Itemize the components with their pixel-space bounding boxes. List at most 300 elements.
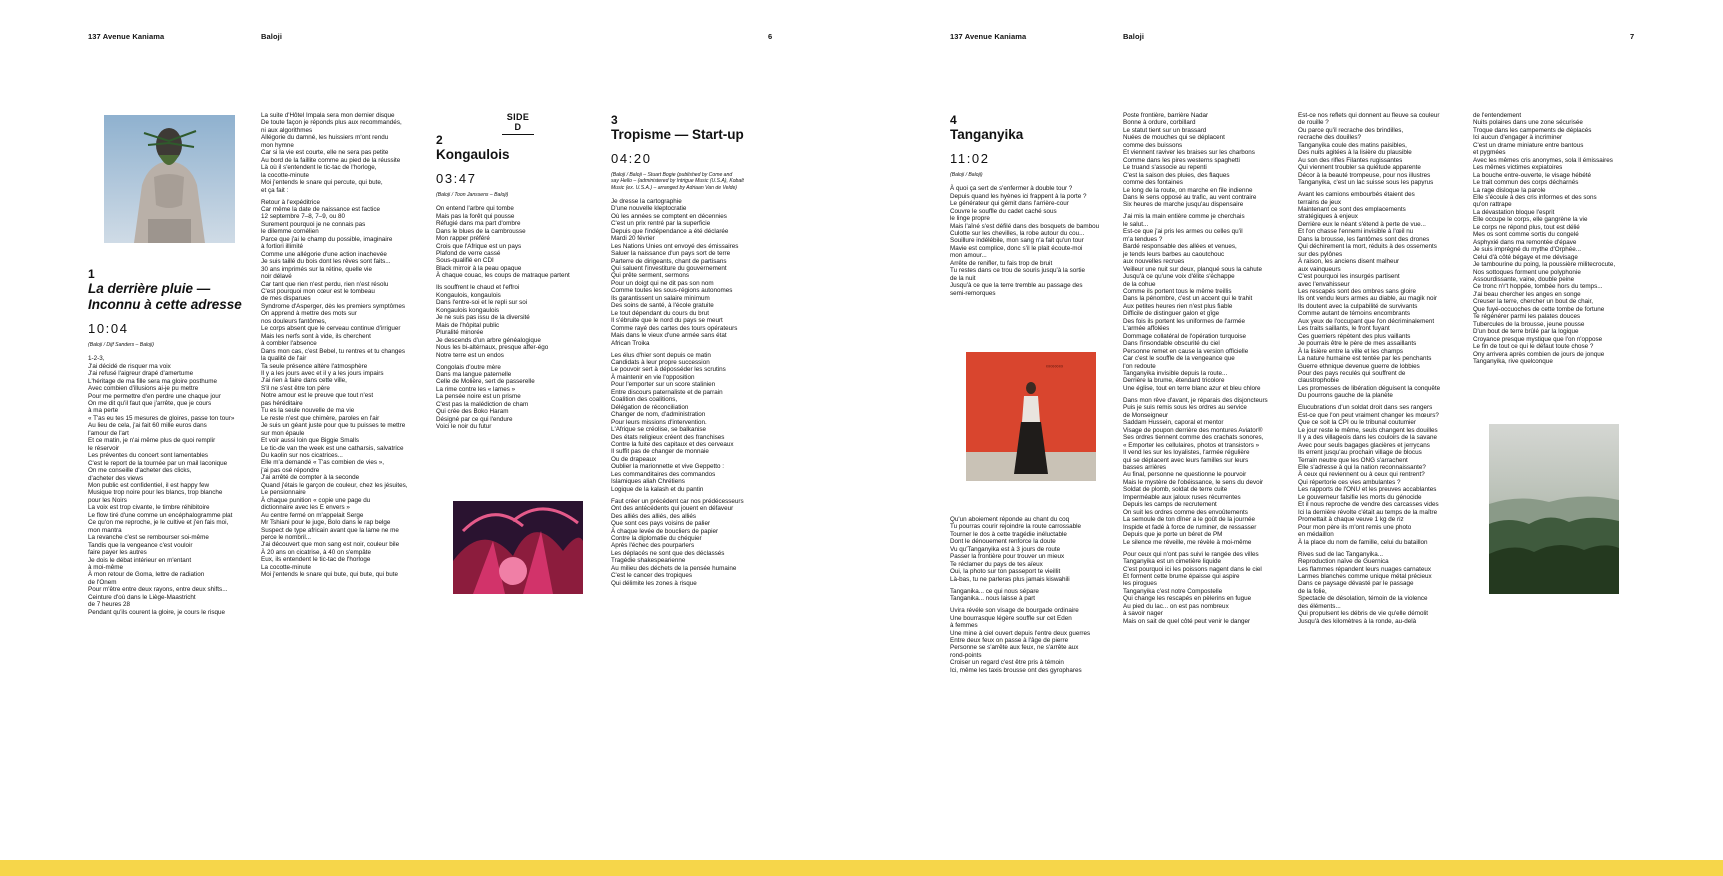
lyric-line: African Troika (611, 339, 650, 347)
lyric-line: Depuis que l'indépendance a été déclarée (611, 227, 729, 235)
lyric-line: Je dresse la cartographie (611, 197, 682, 205)
lyric-line: Poste frontière, barrière Nadar (1123, 112, 1209, 119)
lyric-line: Coalition des coalitions, (611, 396, 678, 404)
lyric-line: Je descends d'un arbre généalogique (436, 336, 541, 344)
lyric-line: Personne se s'arrête aux feux, ne s'arrête aux (950, 644, 1079, 652)
lyric-line: Puis je suis remis sous les ordres au service (1123, 404, 1247, 412)
lyric-line: Ici aucun d'engager à incriminer (1473, 134, 1563, 142)
lyric-line: La semoule de ton dîner a le goût de la journée (1123, 516, 1255, 524)
lyric-line: à femmes (950, 622, 978, 630)
track-number: 4 (950, 113, 957, 127)
lyric-line: pas héréditaire (261, 399, 303, 407)
lyric-line: Troque dans les campements de déplacés (1473, 126, 1592, 134)
lyric-line: J'ai arrêté de compter à la seconde (261, 474, 360, 482)
lyric-line: Pour des pays reculés qui souffrent de (1298, 370, 1406, 377)
lyric-line: Personne remet en cause la version officielle (1123, 347, 1249, 355)
lyric-line: Mon public est confidentiel, il est happy few (88, 482, 210, 489)
lyric-line: Et forment cette brume épaisse qui aspire (1123, 572, 1240, 580)
lyric-line: Ici, même les taxis brousse ont des gyrophares (950, 666, 1082, 674)
lyric-line: Tanganyika c'est notre Compostelle (1123, 587, 1223, 595)
lyric-line: Elle s'adresse à qui la nation reconnaissante? (1298, 464, 1426, 472)
track-4-block (950, 114, 1115, 297)
lyric-line: Nous les bi-altérnaux, presque affer-égo (436, 344, 549, 352)
lyric-line: Dans la pénombre, c'est un accent qui le trahit (1123, 295, 1253, 303)
lyric-line: Pour me permettre d'en perdre une chaque jour (88, 392, 221, 400)
lyric-line: mon hymne (261, 141, 294, 149)
lyric-line: D'une nouvelle kleptocratie (611, 205, 687, 213)
lyric-line: Plafond de verre cassé (436, 250, 501, 258)
lyric-line: Mais le mystère de l'obéissance, le sens du devoir (1123, 478, 1264, 486)
lyric-line: Qui prête serment, sermons (611, 272, 690, 280)
lyric-line: La cocotte-minute (261, 563, 312, 571)
lyric-line: ni aux algorithmes (261, 126, 313, 134)
running-head-center: Baloji (261, 32, 283, 41)
lyric-line: La bouche entre-ouverte, le visage hébété (1473, 171, 1591, 179)
lyric-line: Six heures de marche jusqu'au dispensaire (1123, 201, 1244, 209)
lyric-line: avec l'envahisseur (1298, 280, 1350, 288)
lyric-line: Les élus d'hier sont depuis ce matin (611, 351, 711, 359)
track-number: 1 (88, 267, 95, 281)
lyric-line: À ceux qui reviennent ou à ceux qui rentrent? (1298, 471, 1425, 479)
lyric-line: On suit les ordres comme des envoûtements (1123, 508, 1248, 516)
lyric-line: Dans le blues de la cambrousse (436, 227, 526, 235)
lyric-line: Avec pour seuls bagages glacières et jerrycans (1298, 441, 1430, 449)
lyric-line: Ta seule présence altère l'atmosphère (261, 362, 368, 370)
lyric-line: faire payer les autres (88, 549, 147, 557)
lyric-line: Et l'on chasse l'ennemi invisible à l'œil nu (1298, 228, 1414, 236)
lyric-line: Je suis taillé du bois dont les rêves sont faits... (261, 258, 391, 266)
lyric-line: L'héritage de ma fille sera ma gloire posthume (88, 377, 217, 385)
lyric-line: Nuées de mouches qui se déplacent (1123, 134, 1225, 142)
lyric-line: Mais les nerfs sont à vide, ils cherchent (261, 332, 371, 340)
lyric-line: Je suis imprégné du mythe d'Orphée... (1473, 246, 1581, 254)
lyric-line: Ils garantissent un salaire minimum (611, 294, 710, 302)
lyric-line: de 7 heures 28 (88, 601, 131, 609)
right-page (862, 0, 1723, 860)
lyric-line: Il y a des villageois dans les couloirs de la savane (1298, 434, 1437, 442)
lyric-line: Délégation de réconciliation (611, 403, 689, 411)
lyric-line: Parterre de dirigeants, chant de partisans (611, 257, 727, 265)
lyric-line: Mr Tshiani pour le juge, Bolo dans le rap belge (261, 519, 391, 527)
lyric-line: Imperméable aux jaloux ruses récurrentes (1123, 493, 1241, 501)
lyric-line: « T'as eu tes 15 mesures de gloires, passe ton tour» (88, 414, 235, 422)
lyric-line: Changer de nom, d'administration (611, 411, 706, 419)
lyric-line: C'est un drame miniature entre bantous (1473, 141, 1584, 149)
lyric-line: D'un bout de terre brûlé par la logique (1473, 328, 1579, 336)
lyric-line: Oublier la marionnette et vive Geppetto : (611, 463, 725, 471)
lyric-line: Musique trop noire pour les blancs, trop blanche (88, 489, 223, 497)
lyric-line: Saddam Hussein, caporal et mentor (1123, 419, 1224, 427)
lyric-line: L'Afrique se créolise, se balkanise (611, 426, 707, 434)
lyric-line: Au bord de la faillite comme au pied de la réussite (261, 156, 401, 164)
lyric-line: Spectacle de désolation, témoin de la violence (1298, 595, 1428, 603)
lyric-line: Comme toutes les sous-régions autonomes (611, 287, 733, 295)
lyric-line: Qui saluent l'investiture du gouvernement (611, 264, 727, 272)
lyric-line: Décor à la beauté trompeuse, pour nos illustres (1298, 171, 1431, 179)
lyric-line: S'il ne s'est être ton père (261, 384, 330, 392)
lyric-line: d'acheter des views (88, 474, 144, 482)
lyric-line: La nature humaine est tentée par les penchants (1298, 355, 1432, 363)
lyric-line: Depuis les camps de recrutement (1123, 501, 1217, 509)
lyric-line: La rime contre les « lames » (436, 385, 516, 393)
lyric-line: Tanganika... nous laisse à part (950, 595, 1036, 603)
page-number: 6 (768, 32, 773, 41)
lyric-line: Pluralité minorée (436, 329, 484, 337)
lyric-line: Pour m'être entre deux rayons, entre deux shifts... (88, 586, 228, 594)
lyric-line: C'est le cancer des tropiques (611, 572, 693, 580)
lyric-line: Contre la fuite des capitaux et des cerveaux (611, 440, 734, 448)
lyric-line: Mes os sont comme sortis du congelé (1473, 231, 1579, 239)
lyric-line: Les mêmes victimes expiatoires (1473, 164, 1563, 172)
lyric-line: 30 ans imprimés sur la rétine, quelle vie (261, 265, 372, 273)
lyric-line: Dans la brousse, les fantômes sont des drones (1298, 235, 1430, 243)
lyric-line: Mardi 20 février (611, 235, 655, 243)
lyric-line: Du pourrons gauche de la planète (1298, 392, 1393, 400)
lyric-line: Qui déchirement la mort, réduits à des ossements (1298, 243, 1437, 251)
lyric-line: Entre discours paternaliste et de parrain (611, 388, 723, 396)
lyric-line: m'a tendues ? (1123, 235, 1163, 243)
lyric-line: Est-ce que j'ai pris les armes ou celles qu'il (1123, 228, 1243, 236)
photo-wall-figure (966, 352, 1096, 481)
track-number: 2 (436, 133, 443, 147)
lyric-line: Les promesses de libération déguisent la conquête (1298, 384, 1441, 392)
lyric-line: Dont le dénouement renforce la doute (950, 538, 1056, 546)
lyric-line: qui se déplacent avec leurs familles sur leurs (1123, 456, 1249, 464)
lyric-line: Maintenant ce sont des emplacements (1298, 206, 1406, 214)
lyric-line: Tanganyika invisible depuis la route... (1123, 370, 1228, 377)
lyric-line: Crois que l'Afrique est un pays (436, 242, 522, 250)
lyric-line: la qualité de l'air (261, 355, 307, 363)
lyric-line: Le tout dépendant du cours du brut (611, 309, 710, 317)
lyric-line: Pour mon père ils m'ont remis une photo (1298, 523, 1412, 531)
lyric-line: Au pied du lac... on est pas nombreux (1123, 602, 1229, 610)
lyric-line: Vu qu'Tanganyika est à 3 jours de route (950, 545, 1061, 553)
lyric-line: de l'entendement (1473, 112, 1522, 119)
lyric-line: je tends leurs barbes au caoutchouc (1123, 250, 1225, 258)
lyric-line: Pour leurs missions d'intervention. (611, 418, 707, 426)
lyric-line: J'ai mis la main entière comme je cherchais (1123, 213, 1245, 221)
lyric-line: Il y a les jours avec et il y a les jours impairs (261, 370, 384, 377)
track-3-block (611, 114, 811, 587)
lyrics-column (950, 185, 1115, 297)
lyric-line: stratégiques à enjeux (1298, 213, 1358, 221)
lyric-line: La revanche c'est se rembourser soi-même (88, 534, 209, 542)
lyric-line: Car c'est le souffle de la vengeance que (1123, 355, 1235, 363)
lyric-line: Une mine à ciel ouvert depuis l'entre deux guerres (950, 629, 1091, 637)
running-head-left: 137 Avenue Kaniama (950, 32, 1027, 41)
lyrics-column (261, 112, 426, 579)
lyric-line: Je pourrais être le père de mes assaillants (1298, 340, 1417, 348)
lyric-line: Ou de drapeaux (611, 455, 657, 463)
lyric-line: Notre terre est un endos (436, 351, 504, 359)
lyric-line: Elle m'a demandé « T'as combien de vies », (261, 459, 385, 467)
track-1-block (88, 268, 248, 616)
lyric-line: Du kaolin sur nos cicatrices... (261, 451, 343, 459)
lyric-line: nos douleurs fantômes, (261, 317, 327, 325)
track-title: Kongaulois (436, 147, 510, 162)
lyric-line: J'ai découvert que mon sang est noir, couleur bile (261, 541, 400, 549)
lyric-line: Ceinture d'où dans le Liège-Maastricht (88, 593, 196, 601)
lyric-line: Derrière la brume, étendard tricolore (1123, 377, 1225, 385)
lyric-line: Veilleur une nuit sur deux, planqué sous la cahute (1123, 265, 1262, 273)
lyric-line: Mais de l'hôpital public (436, 321, 500, 329)
lyric-line: Bonne à ordure, corbillard (1123, 119, 1196, 127)
lyric-line: Ses ordres tiennent comme des crachats sonores, (1123, 434, 1264, 442)
lyric-line: Tanganyika coule des matins paisibles, (1298, 141, 1407, 149)
lyric-line: Contre la diplomatie du chéquier (611, 535, 702, 543)
lyric-line: Mais pas la forêt qui pousse (436, 212, 515, 220)
lyric-line: Le gouverneur falsifie les morts du génocide (1298, 493, 1422, 501)
lyric-line: comme des buissons (1123, 141, 1183, 149)
left-page (0, 0, 861, 860)
lyric-line: noir délavé (261, 273, 292, 281)
lyric-line: mon amour... (950, 252, 987, 260)
lyric-line: Après l'échec des pourparlers (611, 542, 695, 550)
lyric-line: La dévastation bloque l'esprit (1473, 208, 1555, 216)
lyric-line: 1-2-3, (88, 355, 105, 363)
lyric-line: Ils doutent avec la culpabilité de survivants (1298, 302, 1418, 310)
lyric-line: Croiser un regard c'est être pris à témoin (950, 659, 1064, 667)
wall-pattern: ∞∞∞∞ (1046, 364, 1064, 370)
lyric-line: Ici la dernière révolte c'était au temps de la maître (1298, 508, 1438, 516)
lyric-line: C'est le report de la tournée par un mail laconique (88, 459, 228, 467)
lyric-line: Dans mon rêve d'avant, je réparais des disjoncteurs (1123, 396, 1268, 404)
lyric-line: Larmes blanches comme unique métal précieux (1298, 572, 1432, 580)
lyric-line: Pour l'emporter sur un score stalinien (611, 381, 716, 389)
lyric-line: Comme autant de témoins encombrants (1298, 310, 1411, 318)
lyric-line: le linge propre (950, 215, 990, 223)
masked-figure-image (104, 115, 235, 243)
lyric-line: À raison, les anciens disent malheur (1298, 258, 1400, 266)
lyric-line: Que ce soit la CPI ou le tribunal coutumier (1298, 419, 1416, 427)
lyric-line: « Emporter les cellulaires, photos et transistors » (1123, 441, 1260, 449)
lyric-line: Congolais d'outre mère (436, 363, 501, 371)
lyric-line: l'amour de l'art (88, 429, 129, 437)
lyric-line: On entend l'arbre qui tombe (436, 205, 514, 213)
lyric-line: Le générateur qui gémit dans l'arrière-cour (950, 200, 1069, 208)
lyric-line: Car tant que rien n'est perdu, rien n'est résolu (261, 280, 389, 288)
lyric-line: le réservoir (88, 444, 120, 452)
lyric-line: Assourdissante, vaine, double peine (1473, 275, 1575, 283)
lyric-line: Inspide et fadé à force de ruminer, de ressasser (1123, 523, 1257, 531)
track-duration: 04:20 (611, 151, 652, 166)
lyric-line: Le flow tiré d'une comme un encéphalogramme plat (88, 511, 233, 519)
lyric-line: Voici le noir du futur (436, 423, 492, 431)
credit-line: say Hello – (administered by Intrigue Music (U.S.A), Kobalt (611, 178, 744, 185)
lyric-line: Nos sottoques forment une polyphonie (1473, 268, 1581, 276)
lyric-line: de la folie, (1298, 587, 1327, 595)
track-title-line1: La derrière pluie — (88, 281, 211, 296)
lyric-line: La suite d'Hôtel Impala sera mon dernier disque (261, 112, 395, 119)
credit-line: (Baloji / Baloji – Stuart Bogie (published by Come and (611, 172, 733, 178)
lyric-line: à savoir nager (1123, 610, 1163, 618)
track-duration: 10:04 (88, 321, 129, 336)
lyric-line: Notre amour est le preuve que tout n'est (261, 392, 374, 400)
lyric-line: Comme ils portent tous le même treillis (1123, 288, 1232, 296)
lyric-line: Reproduction naïve de Guernica (1298, 558, 1389, 566)
page-number: 7 (1630, 32, 1635, 41)
lyric-line: Guerre ethnique devenue guerre de lobbies (1298, 362, 1420, 370)
lyric-line: Je tambourine du poing, la poussière militecrocute, (1473, 261, 1616, 269)
lyric-line: sur des pylônes (1298, 250, 1343, 258)
lyric-line: J'ai refusé l'aigreur drapé d'amertume (88, 370, 194, 378)
lyric-line: J'ai rien à faire dans cette ville, (261, 377, 347, 385)
lyric-line: Mais on sait de quel côté peut venir le danger (1123, 617, 1251, 625)
lyric-line: C'est pourquoi les insurgés partisent (1298, 273, 1400, 281)
lyric-line: Les rapports de l'ONU et les preuves accablantes (1298, 486, 1437, 494)
lyric-line: Tu pourras courir rejoindre la route carrossable (950, 523, 1082, 531)
lyrics-column (950, 516, 1115, 674)
lyric-line: Faut créer un précédent car nos prédécesseurs (611, 497, 744, 505)
lyric-line: Le silence me réveille, me révèle à moi-même (1123, 538, 1252, 546)
lyric-line: À la place du nom de famille, celui du bataillon (1298, 538, 1428, 546)
lyric-line: Il s'ébruite que le nord du pays se meurt (611, 317, 723, 325)
lyric-line: Est-ce nos reflets qui donnent au fleuve sa couleur (1298, 112, 1440, 119)
lyric-line: Oui, la photo sur ton passeport te vieillit (950, 568, 1061, 576)
lyric-line: Une bourrasque légère souffle sur cet Eden (950, 614, 1072, 622)
track-number: 3 (611, 113, 618, 127)
lyric-line: l'on redoute (1123, 362, 1156, 370)
lyric-line: Et il nous reproche de vendre des carcasses vides (1298, 501, 1439, 509)
lyric-line: Une église, tout en terre blanc azur et bleu chlore (1123, 384, 1261, 392)
lyric-line: Qui crée des Boko Haram (436, 408, 509, 416)
lyric-line: Le pensionnaire (261, 489, 306, 497)
lyric-line: À quoi ça sert de s'enfermer à double tour ? (950, 185, 1073, 193)
lyric-line: C'est un prix rentré par la superficie (611, 220, 711, 228)
lyric-line: À maintenir en vie l'opposition (611, 373, 695, 381)
lyric-line: Tanganyika, c'est un lac suisse sous les papyrus (1298, 179, 1434, 187)
lyric-line: Comme une allégorie d'une action inachevée (261, 250, 387, 258)
lyric-line: Tourner le dos à cette tragédie inéluctable (950, 530, 1067, 538)
photo-plants (453, 501, 583, 594)
lyric-line: Culotte sur les chevilles, la robe autour du cou... (950, 230, 1085, 238)
lyric-line: de Monseigneur (1123, 411, 1169, 419)
lyric-line: Des alliés des alliés, des alliés (611, 512, 697, 520)
lyric-line: la cocotte-minute (261, 171, 309, 179)
lyric-line: Jusqu'à ce qu'une voix d'élite s'échappe (1123, 273, 1235, 281)
lyric-line: Pour ceux qui n'ont pas suivi le rangée des villes (1123, 550, 1259, 558)
lyric-line: C'est pas la malédiction de cham (436, 400, 529, 408)
lyric-line: Difficile de distinguer galon et gîge (1123, 310, 1220, 318)
lyric-line: Des soins de santé, à l'école gratuite (611, 302, 714, 310)
lyric-line: Mavie est complice, donc s'il le plait écoute-moi (950, 244, 1083, 252)
lyric-line: Souillure indélébile, mon sang n'a fait qu'un tour (950, 237, 1084, 245)
lyric-line: à ma perte (88, 407, 119, 415)
lyric-line: Aux petites heures rien n'est plus fiable (1123, 302, 1233, 310)
lyric-line: aux vainqueurs (1298, 265, 1341, 273)
photo-masked-figure (104, 115, 235, 243)
lyric-line: Ont des antécédents qui jouent en défaveur (611, 505, 734, 513)
lyric-line: Allégorie du damné, les huissiers m'ont rendu (261, 134, 389, 142)
track-credit: (Baloji / Dijf Sanders – Baloji) (88, 342, 154, 348)
lyric-line: Comme dans les pires westerns spaghetti (1123, 156, 1240, 164)
lyric-line: Avec combien d'illusions ai-je pu mettre (88, 385, 199, 393)
lyric-line: mon mantra (88, 526, 122, 534)
lyric-line: Uvira révéle son visage de bourgade ordinaire (950, 607, 1079, 615)
lyric-line: Je suis un géant juste pour que tu puisses te mettre (261, 422, 406, 430)
lyric-line: Réfugié dans ma part d'ombre (436, 220, 521, 228)
lyric-line: Parce que j'ai le champ du possible, imaginaire (261, 235, 393, 243)
lyric-line: le dilemme cornélien (261, 228, 319, 236)
lyric-line: à combler l'absence (261, 340, 317, 348)
lyric-line: Car même la date de naissance est factice (261, 206, 381, 214)
lyric-line: Il vend les sur les loyalistes, l'armée régulière (1123, 449, 1250, 457)
lyric-line: Le truand s'associe au repenti (1123, 164, 1207, 172)
lyric-line: On me dit qu'il faut que j'arrête, que je cours (88, 400, 212, 408)
lyric-line: Est-ce que l'on peut vraiment changer les mœurs? (1298, 411, 1439, 419)
lyric-line: Des fois ils portent les uniformes de l'armée (1123, 317, 1245, 325)
lyric-line: Bardé responsable des allées et venues, (1123, 243, 1237, 251)
lyric-line: Black mirroir à la peau opaque (436, 264, 522, 272)
lyric-line: La rage disloque la parole (1473, 186, 1546, 194)
lyric-line: Le long de la route, on marche en file indienne (1123, 186, 1253, 194)
lyric-line: Ils errent jusqu'au prochain village de blocus (1298, 449, 1422, 457)
lyric-line: Candidats à leur propre succession (611, 359, 710, 366)
lyric-line: On me conseille d'acheter des clicks, (88, 467, 192, 475)
lyric-line: Croyance presque mystique que l'on n'oppose (1473, 335, 1603, 343)
lyric-line: Moi j'entends le snare qui percute, qui bute, (261, 179, 383, 187)
lyric-line: rond-points (950, 651, 982, 659)
bottom-color-band (0, 860, 1723, 876)
lyric-line: Tandis que la vengeance c'est vouloir (88, 541, 193, 549)
lyric-line: Surement pourquoi je ne connais pas (261, 220, 366, 228)
track-title-line2: Inconnu à cette adresse (88, 297, 242, 312)
lyric-line: Terrain neutre que les ONG s'arrachent (1298, 456, 1408, 464)
lyric-line: La pensée noire est un prisme (436, 393, 521, 401)
lyric-line: Le trait commun des corps décharnés (1473, 179, 1579, 187)
lyric-line: Tu restes dans ce trou de souris jusqu'à la sortie (950, 267, 1086, 275)
lyric-line: Mais l'aîné s'est défilé dans des bosquets de bambou (950, 222, 1100, 230)
lyric-line: Je dois le débat intérieur en m'entant (88, 556, 192, 564)
lyric-line: Que sont ces pays voisins de palier (611, 520, 711, 528)
lyric-line: Tanganyika, rive quelconque (1473, 357, 1553, 365)
lyric-line: qu'on rattrape (1473, 201, 1512, 209)
lyric-line: Kongaulois, kongaulois (436, 291, 501, 299)
lyric-line: Tanganyika est un cimetière liquide (1123, 558, 1222, 566)
lyric-line: terrains de jeux (1298, 198, 1342, 206)
lyrics-column (436, 205, 596, 430)
lyric-line: Les commanditaires des commandos (611, 470, 716, 478)
track-credit (611, 172, 811, 191)
lyric-line: Car si la vie est courte, elle ne sera pas petite (261, 149, 389, 157)
lyric-line: On apprend à mettre des mots sur (261, 310, 357, 318)
lyric-line: Mon rapper préféré (436, 235, 490, 243)
lyric-line: Ils ont vendu leurs armes au diable, au magik noir (1298, 295, 1437, 303)
lyric-line: Depuis que je porte un béret de PM (1123, 531, 1223, 539)
lyric-line: C'est pourquoi mon cœur est le tombeau (261, 288, 375, 296)
lyric-line: À chaque punition « copie une page du (261, 496, 371, 504)
lyric-line: Moi j'entends le snare qui bute, qui bute, qui bute (261, 571, 399, 579)
lyric-line: Ils souffrent le chaud et l'effroi (436, 284, 520, 292)
lyric-line: Creuser la terre, chercher un bout de chair, (1473, 298, 1594, 306)
lyric-line: Sous-qualifié en CDI (436, 257, 494, 265)
track-duration: 03:47 (436, 171, 477, 186)
lyric-line: Au milieu des déchets de la pensée humaine (611, 564, 737, 572)
lyric-line: Te régénérer parmi les palates douces (1473, 313, 1581, 321)
lyric-line: Qui propulsent les débris de vie qu'elle démolit (1298, 610, 1429, 618)
lyrics-column (1298, 112, 1468, 625)
credit-line: Music (ex. U.S.A.) – arranged by Adriaan Van de Velde) (611, 184, 737, 191)
lyric-line: sur mon épaule (261, 429, 305, 437)
track-credit: (Baloji / Baloji) (950, 172, 983, 178)
lyric-line: L'armée affolées (1123, 325, 1170, 333)
lyric-line: de la cohue (1123, 280, 1156, 288)
lyric-line: Les flammes répandent leurs nuages carnateux (1298, 565, 1432, 573)
lyric-line: Ce tronc n'r't hoppée, tombée hors du temps... (1473, 283, 1603, 291)
lyric-line: le salut... (1123, 220, 1149, 228)
lyric-line: Dans ce paysage dévasté par le passage (1298, 580, 1414, 588)
lyric-line: Dans l'insondable obscurité du ciel (1123, 340, 1220, 348)
